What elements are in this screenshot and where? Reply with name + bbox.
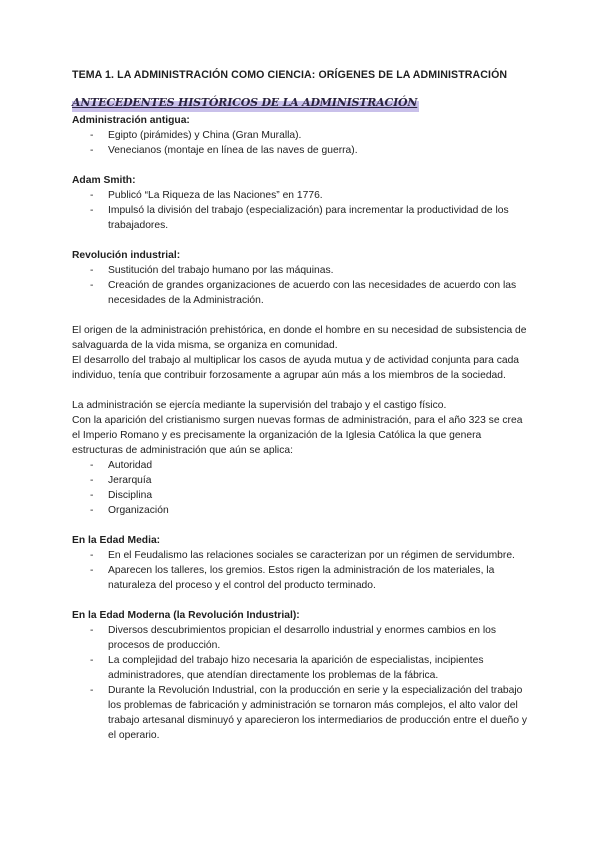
list-item [72, 263, 532, 278]
dash-bullet: - [90, 550, 94, 561]
list-item-text: Diversos descubrimientos propician el desarrollo industrial y enormes cambios en los procesos de producción. [108, 625, 497, 651]
list-item-text: Autoridad [108, 460, 153, 471]
spacer [72, 383, 532, 398]
dash-bullet: - [90, 625, 94, 636]
spacer [72, 158, 532, 173]
spacer [72, 593, 532, 608]
dash-bullet: - [90, 190, 94, 201]
list-item [72, 623, 532, 653]
list-item-text: Disciplina [108, 490, 153, 501]
paragraph-cristianismo: Con la aparición del cristianismo surgen nuevas formas de administración, para el año 323 se crea el Imperio Romano y es precisamente la organización de la Iglesia Católica la que genera estructuras de administración que aún se aplica: [72, 415, 523, 456]
section-heading-edad-media: En la Edad Media: [72, 535, 161, 546]
dash-bullet: - [90, 265, 94, 276]
list-item [72, 653, 532, 683]
list-item [72, 143, 532, 158]
list-item-text: Publicó “La Riqueza de las Naciones” en 1776. [108, 190, 323, 201]
list-item-text: Organización [108, 505, 169, 516]
dash-bullet: - [90, 565, 94, 576]
list-item [72, 188, 532, 203]
dash-bullet: - [90, 460, 94, 471]
spacer [72, 233, 532, 248]
list-adam-smith [72, 188, 532, 233]
dash-bullet: - [90, 205, 94, 216]
paragraph-desarrollo: El desarrollo del trabajo al multiplicar los casos de ayuda mutua y de actividad conjunta para cada individuo, tenía que contribuir forzosamente a agrupar aún más a los miembros de la sociedad. [72, 355, 520, 381]
dash-bullet: - [90, 475, 94, 486]
spacer [72, 308, 532, 323]
list-item [72, 473, 532, 488]
list-item-text: Impulsó la división del trabajo (especialización) para incrementar la productividad de los trabajadores. [108, 205, 509, 231]
section-heading-revolucion-industrial: Revolución industrial: [72, 250, 181, 261]
list-revolucion-industrial [72, 263, 532, 308]
highlight-heading-row [72, 95, 532, 112]
section-heading-edad-moderna: En la Edad Moderna (la Revolución Industrial): [72, 610, 300, 621]
paragraph-origen: El origen de la administración prehistórica, en donde el hombre en su necesidad de subsistencia de salvaguarda de la vida misma, se organiza en comunidad. [72, 325, 527, 351]
list-item-text: Creación de grandes organizaciones de acuerdo con las necesidades de acuerdo con las necesidades de la Administración. [108, 280, 517, 306]
list-item-text: Sustitución del trabajo humano por las máquinas. [108, 265, 334, 276]
list-item [72, 128, 532, 143]
dash-bullet: - [90, 505, 94, 516]
section-heading-adam-smith: Adam Smith: [72, 175, 136, 186]
highlighted-heading: ANTECEDENTES HISTÓRICOS DE LA ADMINISTRACIÓN [72, 95, 419, 112]
list-item-text: Durante la Revolución Industrial, con la producción en serie y la especialización del trabajo los problemas de fabricación y administración se tornaron más complejos, el alto valor del trabajo artesanal disminuyó y aparecieron los intermediarios de producción entre el dueño y el operario. [108, 685, 527, 741]
list-item-text: La complejidad del trabajo hizo necesaria la aparición de especialistas, incipientes administradores, que atendían directamente los problemas de la fábrica. [108, 655, 484, 681]
list-estructuras [72, 458, 532, 518]
list-edad-media [72, 548, 532, 593]
list-item [72, 548, 532, 563]
dash-bullet: - [90, 685, 94, 696]
list-item-text: Aparecen los talleres, los gremios. Estos rigen la administración de los materiales, la naturaleza del proceso y el control del producto terminado. [108, 565, 495, 591]
list-item-text: Venecianos (montaje en línea de las naves de guerra). [108, 145, 358, 156]
list-item [72, 503, 532, 518]
list-item [72, 278, 532, 308]
list-edad-moderna [72, 623, 532, 743]
dash-bullet: - [90, 655, 94, 666]
section-heading-antigua: Administración antigua: [72, 115, 190, 126]
list-item [72, 458, 532, 473]
dash-bullet: - [90, 145, 94, 156]
list-antigua [72, 128, 532, 158]
list-item-text: Jerarquía [108, 475, 152, 486]
list-item-text: Egipto (pirámides) y China (Gran Muralla). [108, 130, 302, 141]
dash-bullet: - [90, 280, 94, 291]
dash-bullet: - [90, 490, 94, 501]
document-content [72, 68, 532, 743]
list-item [72, 563, 532, 593]
list-item [72, 488, 532, 503]
list-item [72, 203, 532, 233]
document-title: TEMA 1. LA ADMINISTRACIÓN COMO CIENCIA: ORÍGENES DE LA ADMINISTRACIÓN [72, 69, 508, 81]
list-item-text: En el Feudalismo las relaciones sociales se caracterizan por un régimen de servidumbre. [108, 550, 515, 561]
spacer [72, 518, 532, 533]
dash-bullet: - [90, 130, 94, 141]
paragraph-supervision: La administración se ejercía mediante la supervisión del trabajo y el castigo físico. [72, 400, 447, 411]
list-item [72, 683, 532, 743]
